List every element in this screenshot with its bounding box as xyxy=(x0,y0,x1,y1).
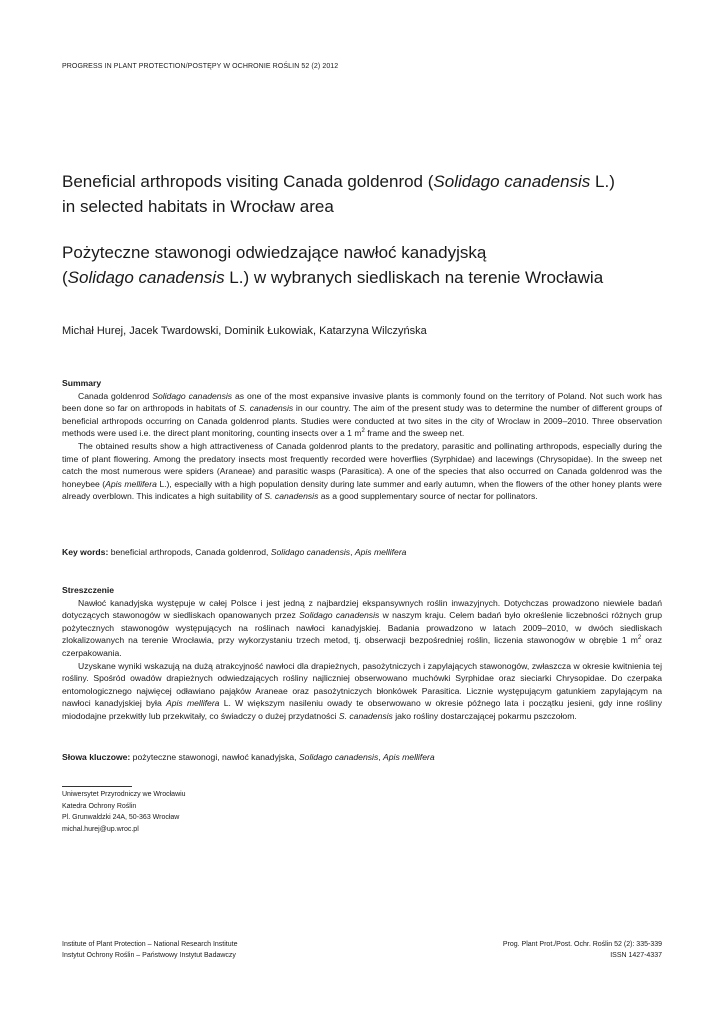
title-pl-line-2: (Solidago canadensis L.) w wybranych siedliskach na terenie Wrocławia xyxy=(62,268,604,287)
summary-paragraph-2: The obtained results show a high attractiveness of Canada goldenrod plants to the predatory, parasitic and pollinating arthropods, especially during the time of plant flowering. Among the predatory insects most frequently recorded were hoverflies (Syrphidae) and lacewings (Chrysopidae). In the sweep net catch the most numerous were spiders (Araneae) and parasitic wasps (Parasitica). A one of the species that also occurred on Canada goldenrod was the honeybee (Apis mellifera L.), especially with a high population density during late summer and early autumn, when the flowers of the other honey plants were already overblown. This indicates a high suitability of S. canadensis as a good supplementary source of nectar for pollinators. xyxy=(62,440,662,502)
streszczenie-paragraph-2: Uzyskane wyniki wskazują na dużą atrakcyjność nawłoci dla drapieżnych, pasożytniczych i zapylających stawonogów, zwłaszcza w okresie kwitnienia tej rośliny. Spośród owadów drapieżnych odwiedzających rośliny najliczniej obserwowano muchówki Syrphidae oraz sieciarki Chrysopidae. Do czerpaka entomologicznego najwięcej odławiano pająków Araneae oraz pasożytniczych błonkówek Parasitica. Licznie występującym gatunkiem zapylającym na nawłoci kanadyjskiej była Apis mellifera L. W większym nasileniu owady te obserwowano w okresie późnego lata i początku jesieni, gdy inne rośliny miododajne przekwitły lub przekwitały, co świadczy o dużej przydatności S. canadensis jako rośliny dostarczającej pokarmu pszczołom. xyxy=(62,660,663,721)
summary-section xyxy=(62,377,662,503)
streszczenie-heading: Streszczenie xyxy=(62,585,115,595)
summary-heading: Summary xyxy=(62,378,102,388)
affiliation-line: Katedra Ochrony Roślin xyxy=(62,802,137,810)
streszczenie-paragraph-1: Nawłoć kanadyjska występuje w całej Polsce i jest jedną z najbardziej ekspansywnych roślin inwazyjnych. Dotychczas prowadzono niewiele badań dotyczących stawonogów w siedliskach opanowanych przez Solidago canadensis w naszym kraju. Celem badań było określenie liczebności różnych grup pożytecznych stawonogów występujących na roślinach nawłoci kanadyjskiej. Badania prowadzono w latach 2009–2010, w dwóch siedliskach zlokalizowanych na terenie Wrocławia, przy wykorzystaniu trzech metod, tj. obserwacji bezpośredniej roślin, liczenia stawonogów w obrębie 1 $m^2$ oraz czerpakowania. xyxy=(62,597,662,658)
title-en-line-2: in selected habitats in Wrocław area xyxy=(62,197,334,216)
footer-right-line: Prog. Plant Prot./Post. Ochr. Roślin 52 (2): 335-339 xyxy=(502,941,662,948)
keywords-polish: Słowa kluczowe: pożyteczne stawonogi, nawłoć kanadyjska, Solidago canadensis, Apis mellifera xyxy=(62,752,435,762)
summary-paragraph-1: Canada goldenrod Solidago canadensis as one of the most expansive invasive plants is commonly found on the territory of Poland. Not such work has been done so far on arthropods in habitats of S. canadensis in our country. The aim of the present study was to determine the number of different groups of beneficial arthropods occurring on Canada goldenrod plants. Studies were conducted at two sites in the city of Wroclaw in 2009–2010. Three observation methods were used i.e. the direct plant monitoring, counting insects over a 1 $m^2$ frame and the sweep net. xyxy=(62,390,663,439)
author-email: michal.hurej@up.wroc.pl xyxy=(62,825,139,833)
footer-publisher xyxy=(62,939,238,961)
title-polish xyxy=(62,240,672,290)
authors: Michał Hurej, Jacek Twardowski, Dominik Łukowiak, Katarzyna Wilczyńska xyxy=(62,325,427,337)
footnote-divider xyxy=(62,786,132,787)
footer-issn: ISSN 1427-4337 xyxy=(610,952,662,959)
title-en-line-1: Beneficial arthropods visiting Canada goldenrod (Solidago canadensis L.) xyxy=(62,172,615,191)
running-head: PROGRESS IN PLANT PROTECTION/POSTĘPY W OCHRONIE ROŚLIN 52 (2) 2012 xyxy=(62,63,339,70)
footer-left-line: Institute of Plant Protection – National Research Institute xyxy=(62,941,238,948)
title-english xyxy=(62,169,672,219)
footer-citation xyxy=(503,939,662,961)
title-pl-line-1: Pożyteczne stawonogi odwiedzające nawłoć kanadyjską xyxy=(62,243,487,262)
streszczenie-section xyxy=(62,584,662,723)
footer-left-line: Instytut Ochrony Roślin – Państwowy Instytut Badawczy xyxy=(62,952,236,959)
affiliation-line: Uniwersytet Przyrodniczy we Wrocławiu xyxy=(62,791,186,798)
keywords-english: Key words: beneficial arthropods, Canada goldenrod, Solidago canadensis, Apis mellifera xyxy=(62,547,407,557)
affiliation xyxy=(62,789,186,835)
affiliation-line: Pl. Grunwaldzki 24A, 50-363 Wrocław xyxy=(62,814,180,821)
